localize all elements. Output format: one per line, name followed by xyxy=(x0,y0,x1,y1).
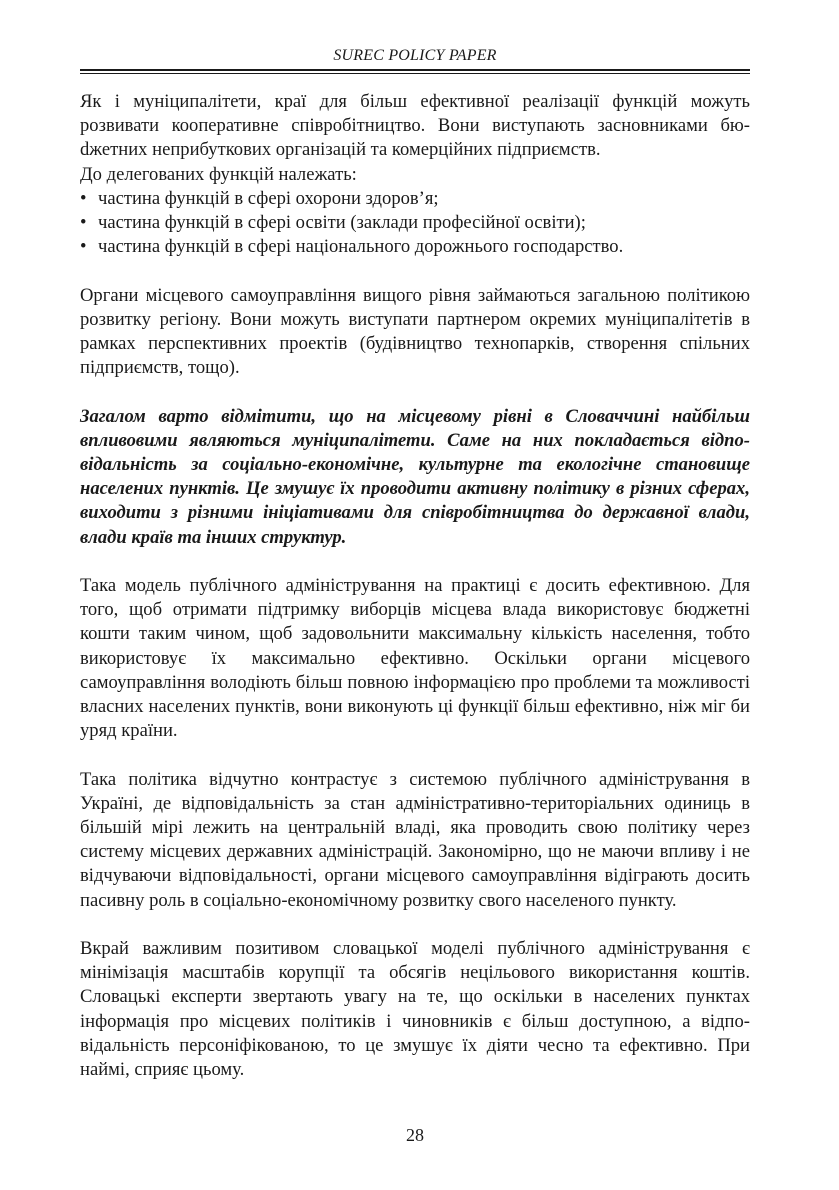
list-item-text: частина функцій в сфері освіти (заклади професійної освіти); xyxy=(98,212,586,234)
delegated-functions-list xyxy=(80,187,750,260)
bullet-icon: • xyxy=(80,187,87,209)
paragraph-ukraine-contrast: Така політика відчутно контрастує з системою публічного адміністрування в Україні, де відповідальність за стан адміністративно-територіальних одиниць в більшій мірі лежить на центральній владі, яка проводить свою політику через систему місцевих державних адміністрацій. Закономірно, що не маючи впливу і не відчуваючи відповідальності, органи місцевого самоуправління відіграють досить пасивну роль в соціально-економічному розвитку свого населеного пункту. xyxy=(80,768,750,911)
paragraph-intro: Як і муніципалітети, краї для більш ефективної реалізації функцій можуть розвивати кооперативне співробітництво. Вони виступають засновниками бюdжетних неприбуткових організацій та комерційних підприємств. xyxy=(80,91,750,161)
paragraph-corruption-minimization: Вкрай важливим позитивом словацької моделі публічного адміністрування є мінімізація масштабів корупції та обсягів нецільового використання коштів. Словацькі експерти звертають увагу на те, що оскільки в населених пунктах інформація про місцевих політиків і чиновників є більш доступною, а відповідальність персоніфікованою, то це змушує їх діяти чесно та ефективно. При наймі, сприяє цьому. xyxy=(80,938,750,1081)
running-header: SUREC POLICY PAPER xyxy=(333,47,497,64)
list-item xyxy=(80,187,750,211)
list-item xyxy=(80,235,750,259)
paragraph-higher-level-government: Органи місцевого самоуправління вищого рівня займаються загальною політикою розвитку регіону. Вони можуть виступати партнером окремих муніципалітетів в рамках перспективних проектів (будівництво технопарків, створення спільних підприємств, тощо). xyxy=(80,284,750,379)
paragraph-model-effectiveness: Така модель публічного адміністрування на практиці є досить ефективною. Для того, щоб отримати підтримку виборців місцева влада використовує бюджетні кошти таким чином, щоб задовольнити максимальну кількість населення, тобто використовує їх максимально ефективно. Оскільки органи місцевого самоуправління володіють більш повною інформацією про проблеми та можливості власних населених пунктів, вони виконують ці функції більш ефективно, ніж міг би уряд країни. xyxy=(80,575,750,742)
bullet-icon: • xyxy=(80,236,87,258)
paragraph-delegated-lead: До делегованих функцій належать: xyxy=(80,163,357,185)
list-item-text: частина функцій в сфері національного дорожнього господарство. xyxy=(98,236,624,258)
paragraph-key-conclusion: Загалом варто відмітити, що на місцевому рівні в Словаччині найбільш впливовими являються муніципалітети. Саме на них покладається відповідальність за соціально-економічне, культурне та екологічне становище населених пунктів. Це змушує їх проводити активну політику в різних сферах, виходити з різними ініціативами для співробітництва до державної влади, влади країв та інших структур. xyxy=(80,405,750,548)
list-item xyxy=(80,211,750,235)
page-number: 28 xyxy=(406,1125,424,1145)
bullet-icon: • xyxy=(80,212,87,234)
header-rule-thin xyxy=(80,73,750,74)
list-item-text: частина функцій в сфері охорони здоров’я; xyxy=(98,187,439,209)
header-rule-thick xyxy=(80,69,750,71)
page-body xyxy=(80,90,750,1106)
